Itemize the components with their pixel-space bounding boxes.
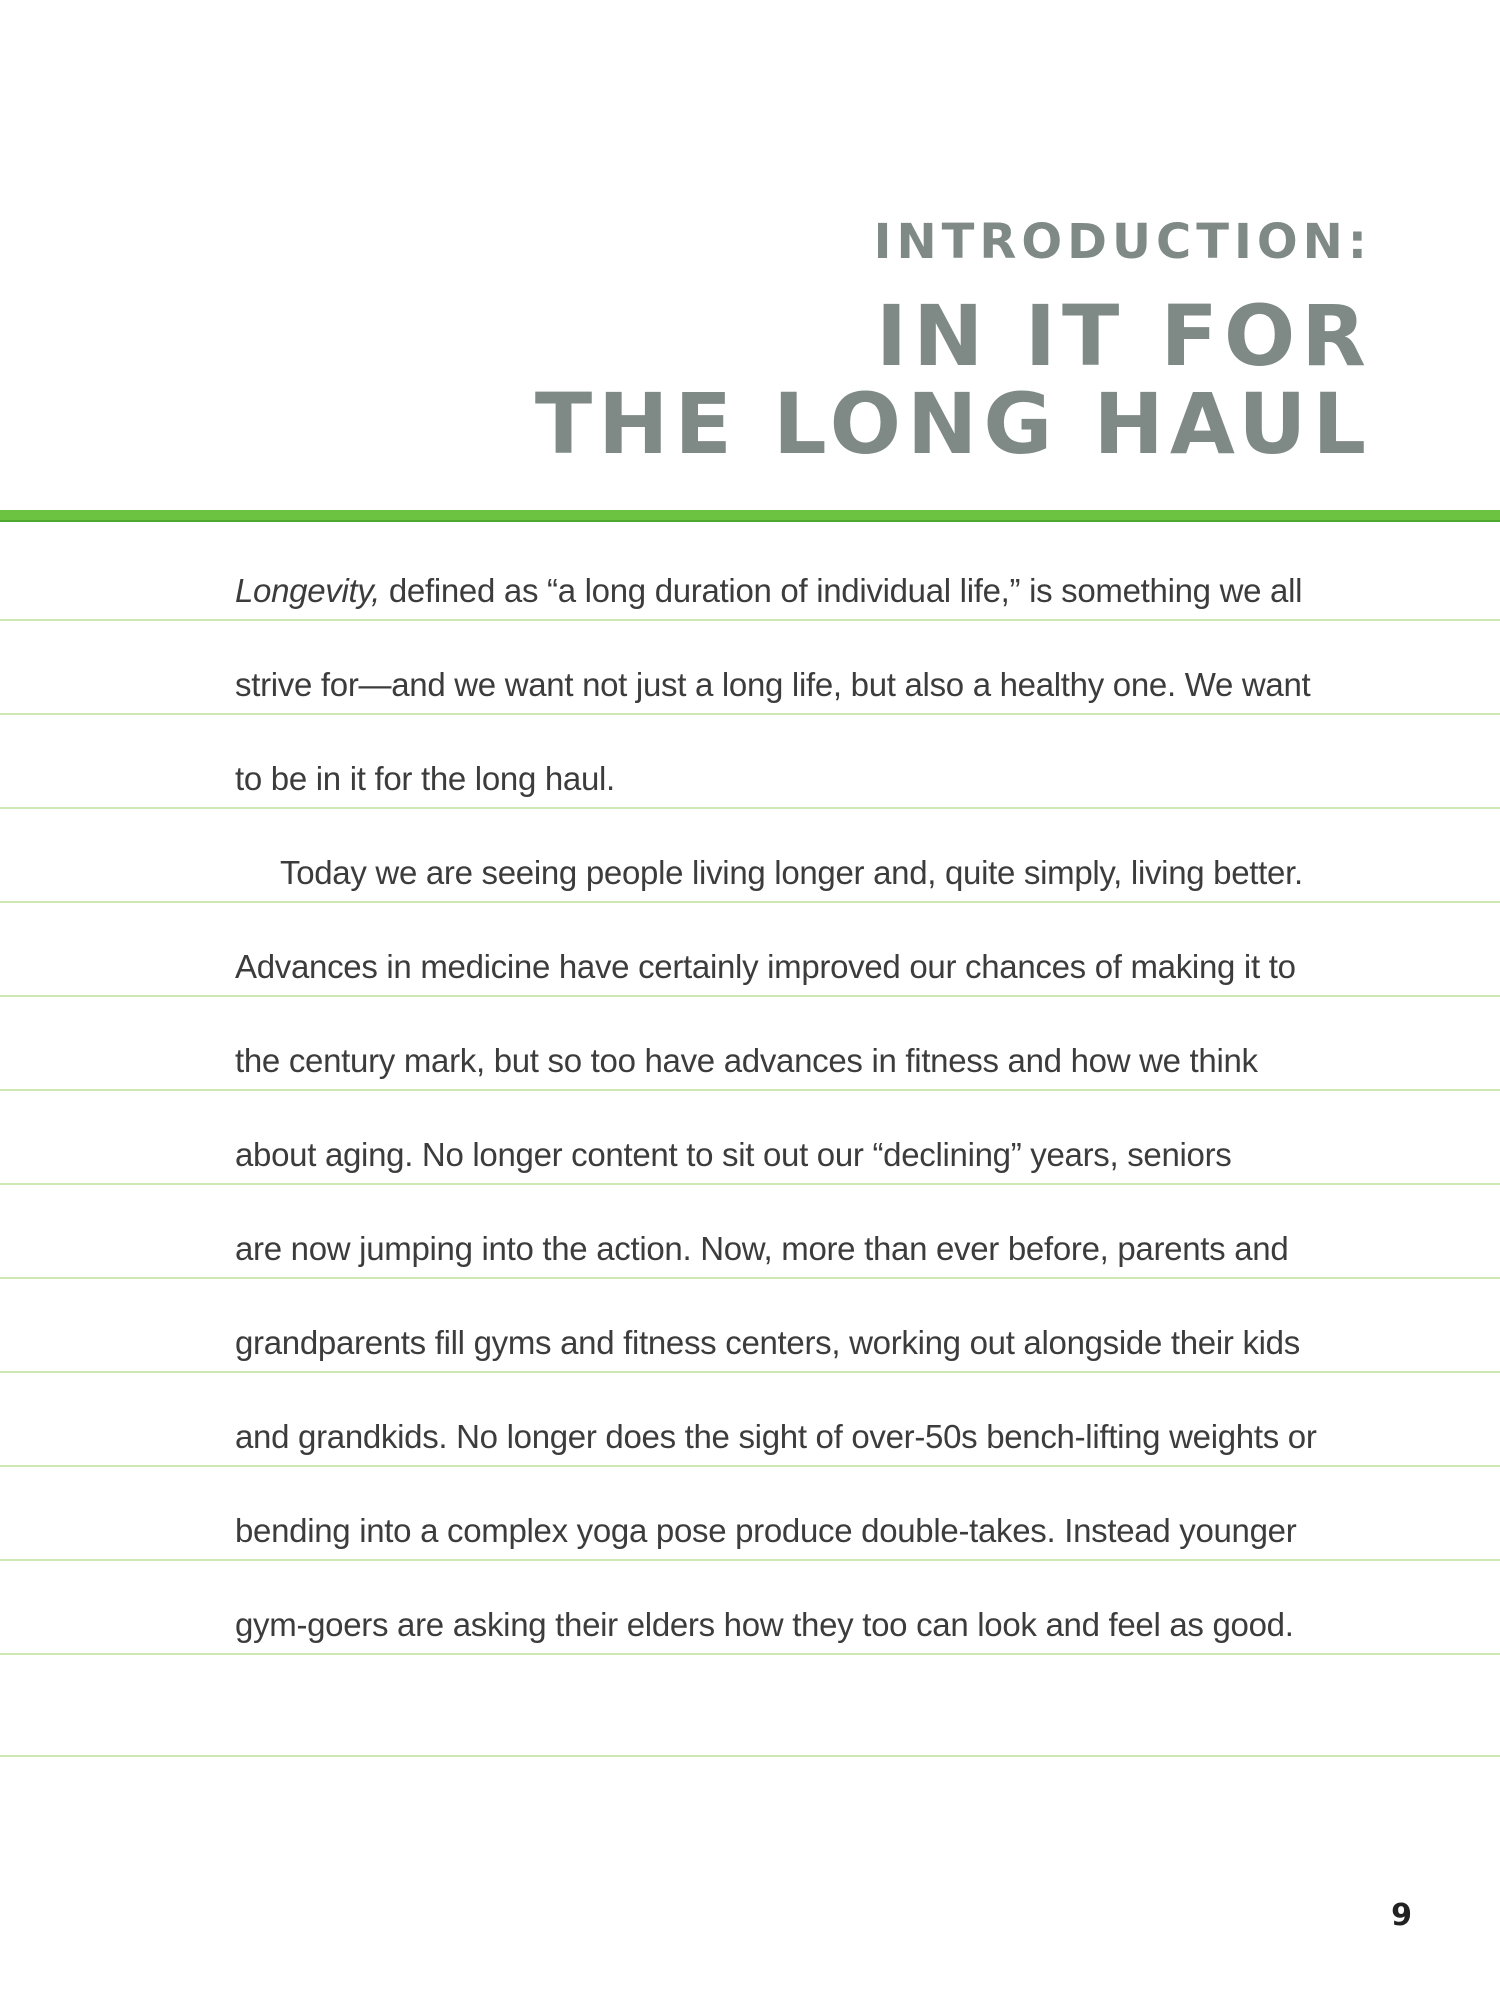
chapter-title-line-1: IN IT FOR [875, 287, 1372, 385]
ruled-line [0, 995, 1500, 997]
heading-divider [0, 510, 1500, 522]
body-line-10: and grandkids. No longer does the sight of over-50s bench-lifting weights or [235, 1418, 1317, 1455]
body-line-2: strive for—and we want not just a long life, but also a healthy one. We want [235, 666, 1311, 703]
term-longevity: Longevity, [235, 572, 380, 609]
body-line-1 [235, 574, 1302, 607]
ruled-line [0, 1559, 1500, 1561]
ruled-line [0, 1465, 1500, 1467]
ruled-line [0, 713, 1500, 715]
body-line-4: Today we are seeing people living longer and, quite simply, living better. [280, 854, 1303, 891]
ruled-line [0, 1755, 1500, 1757]
ruled-line [0, 901, 1500, 903]
ruled-line [0, 807, 1500, 809]
body-line-7: about aging. No longer content to sit out our “declining” years, seniors [235, 1136, 1232, 1173]
body-line-6: the century mark, but so too have advances in fitness and how we think [235, 1042, 1258, 1079]
body-line-5: Advances in medicine have certainly improved our chances of making it to [235, 948, 1296, 985]
ruled-line [0, 1183, 1500, 1185]
body-line-11: bending into a complex yoga pose produce double-takes. Instead younger [235, 1512, 1297, 1549]
ruled-line [0, 1277, 1500, 1279]
body-line-3: to be in it for the long haul. [235, 760, 615, 797]
ruled-line [0, 1371, 1500, 1373]
chapter-kicker: INTRODUCTION: [873, 214, 1372, 270]
body-line-8: are now jumping into the action. Now, more than ever before, parents and [235, 1230, 1289, 1267]
page-number: 9 [1391, 1898, 1412, 1933]
body-line-1-text: defined as “a long duration of individual life,” is something we all [380, 572, 1303, 609]
body-line-12: gym-goers are asking their elders how they too can look and feel as good. [235, 1606, 1294, 1643]
ruled-line [0, 1653, 1500, 1655]
body-line-9: grandparents fill gyms and fitness centers, working out alongside their kids [235, 1324, 1300, 1361]
ruled-line [0, 619, 1500, 621]
ruled-line [0, 1089, 1500, 1091]
chapter-title-line-2: THE LONG HAUL [534, 375, 1372, 474]
chapter-heading [534, 214, 1372, 474]
